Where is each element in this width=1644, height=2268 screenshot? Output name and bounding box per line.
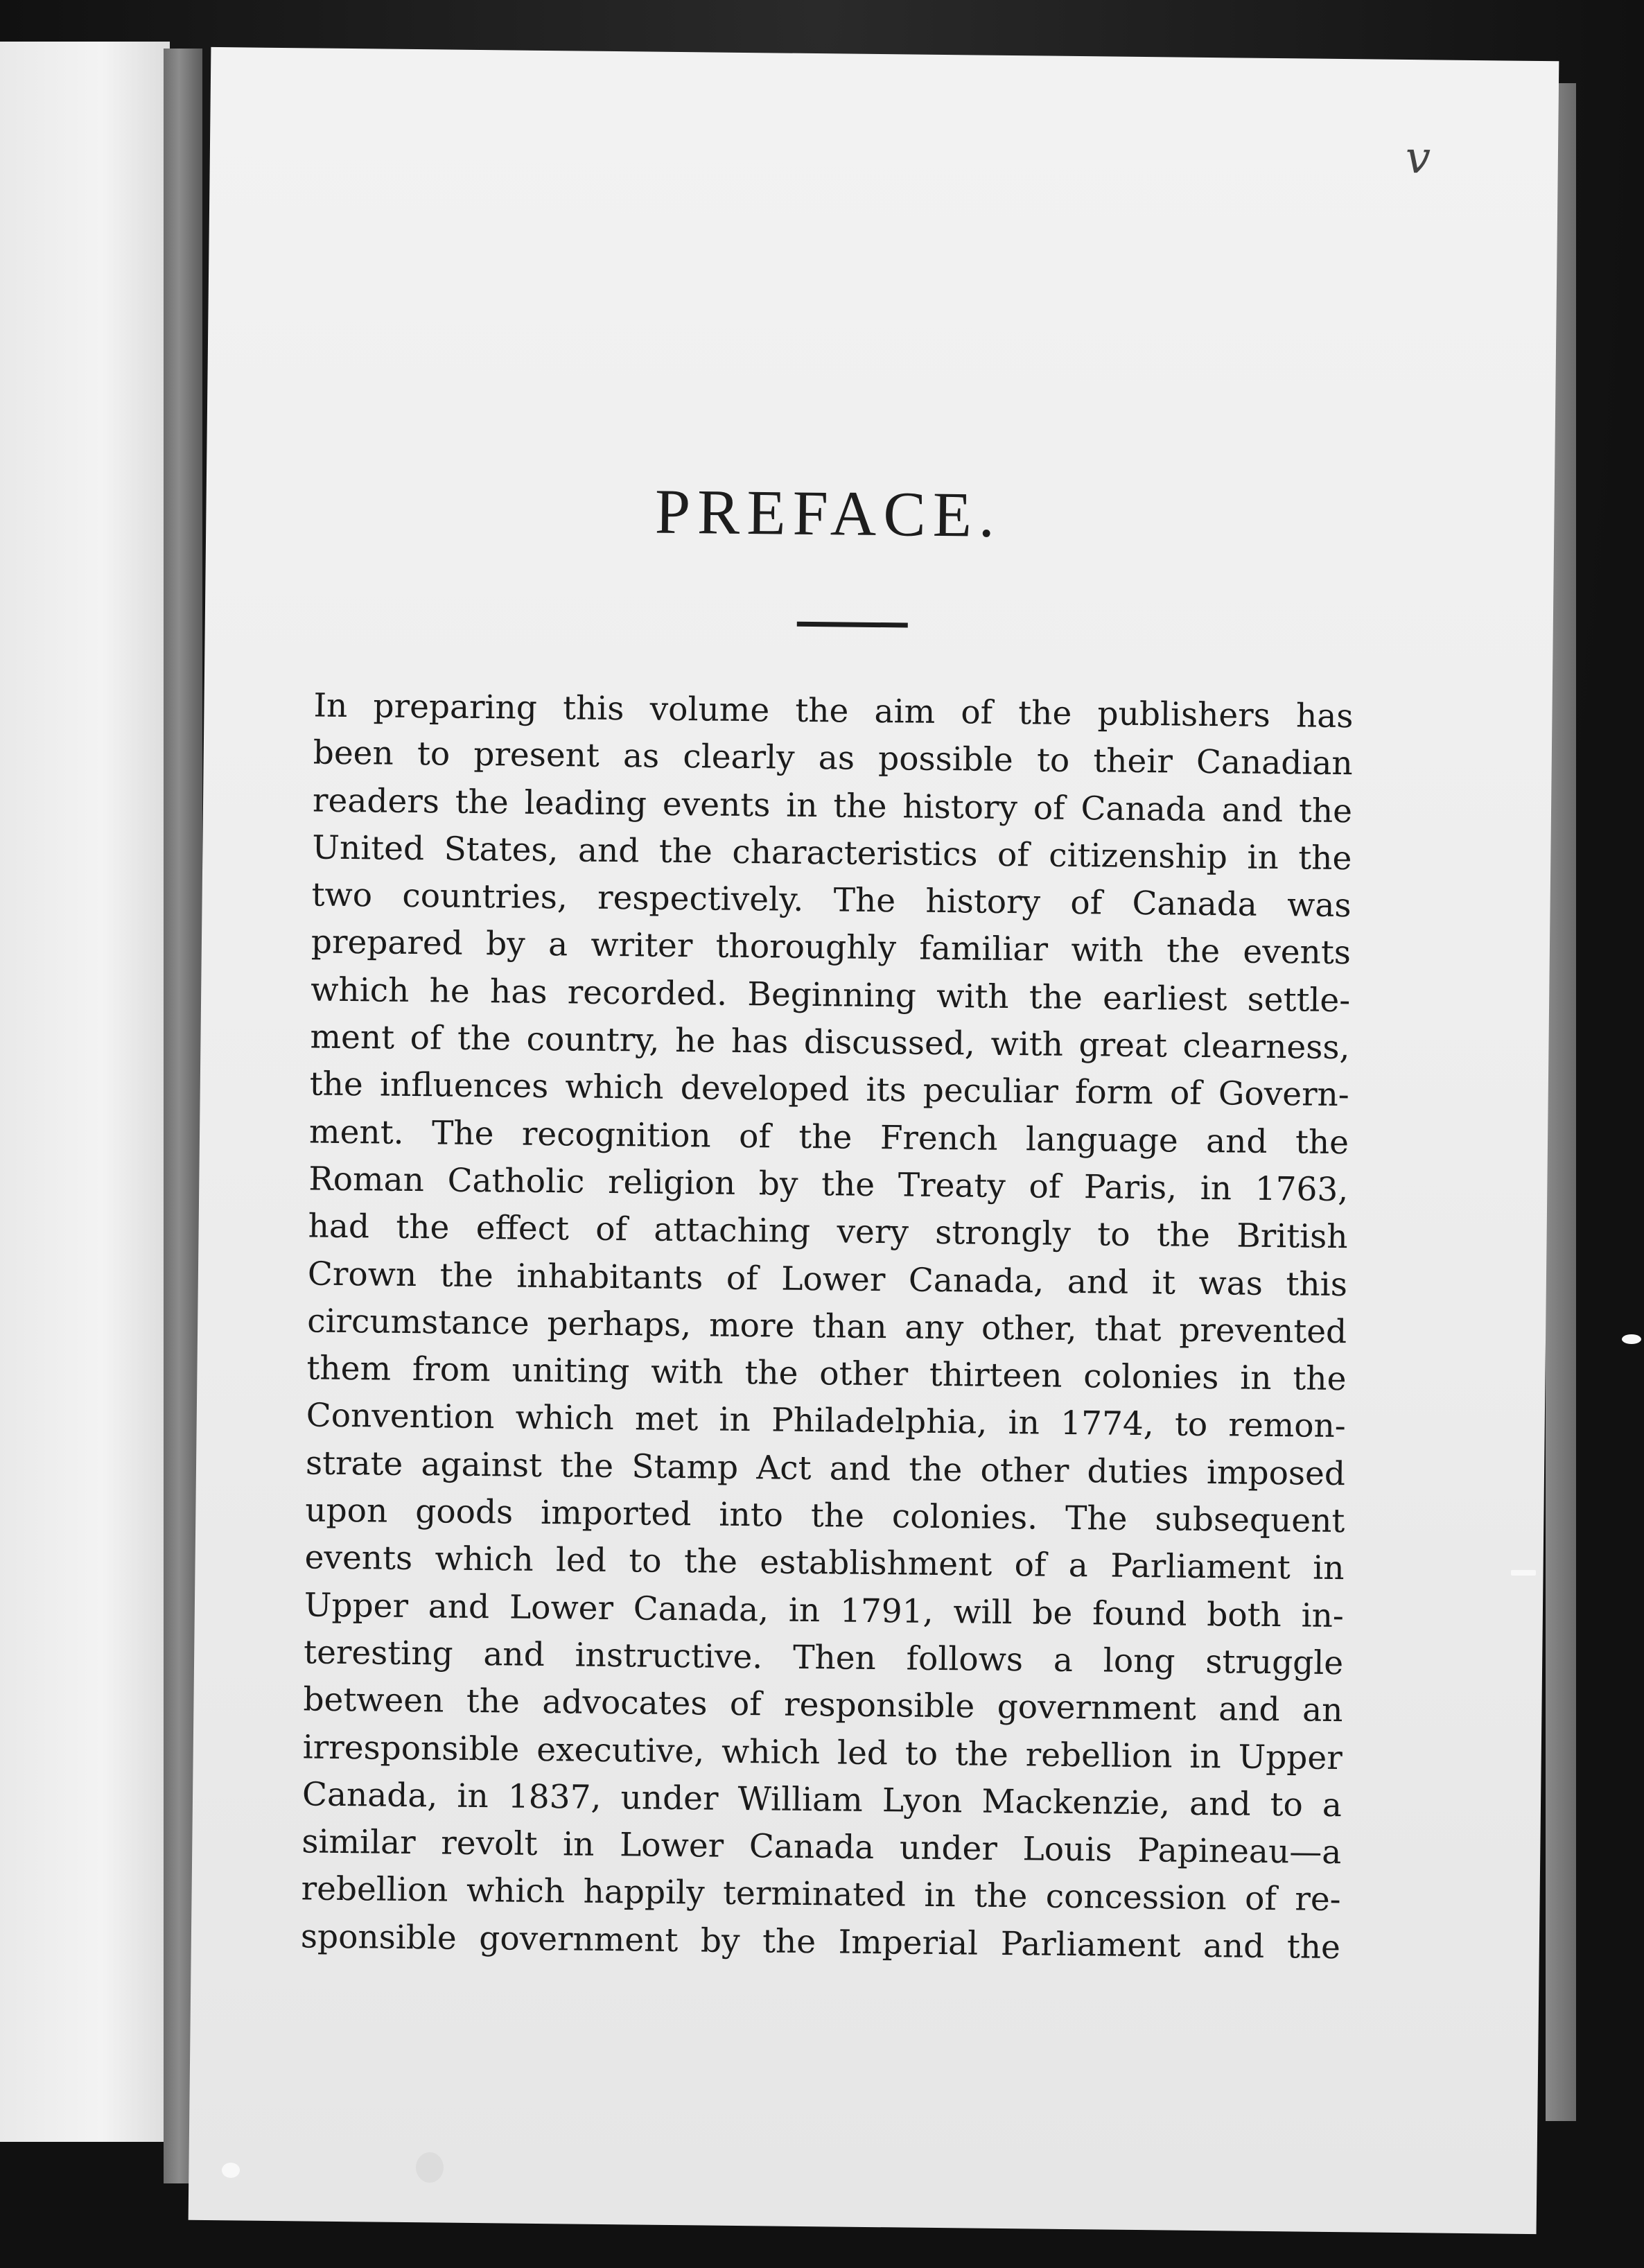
text-line: ment. The recognition of the French language and the xyxy=(308,1113,1349,1162)
text-line: events which led to the establishment of a Parliament in xyxy=(304,1538,1345,1588)
preface-body xyxy=(301,683,1354,1972)
text-line: strate against the Stamp Act and the other duties imposed xyxy=(305,1444,1346,1493)
dust-speck xyxy=(1511,1570,1536,1576)
text-line: two countries, respectively. The history of Canada was xyxy=(311,875,1352,925)
facing-page-edge xyxy=(0,42,170,2142)
dust-speck xyxy=(416,2152,444,2183)
text-line: between the advocates of responsible government and an xyxy=(303,1680,1343,1730)
page-title: PREFACE. xyxy=(654,476,1002,550)
text-line: similar revolt in Lower Canada under Louis Papineau—a xyxy=(301,1822,1342,1872)
text-line: United States, and the characteristics of citizenship in the xyxy=(312,828,1352,878)
text-line: Upper and Lower Canada, in 1791, will be found both in- xyxy=(304,1586,1345,1635)
text-line: Roman Catholic religion by the Treaty of Paris, in 1763, xyxy=(308,1160,1349,1210)
text-line: sponsible government by the Imperial Parliament and the xyxy=(300,1917,1341,1966)
text-line: ment of the country, he has discussed, with great clearness, xyxy=(310,1018,1350,1067)
text-line: had the effect of attaching very strongly to the British xyxy=(308,1207,1348,1257)
text-line: prepared by a writer thoroughly familiar with the events xyxy=(311,923,1352,972)
text-line: irresponsible executive, which led to the rebellion in Upper xyxy=(302,1727,1343,1777)
text-line: upon goods imported into the colonies. The subsequent xyxy=(305,1491,1345,1541)
text-line: teresting and instructive. Then follows a long struggle xyxy=(303,1633,1344,1683)
text-line: the influences which developed its peculiar form of Govern- xyxy=(309,1065,1350,1115)
book-page xyxy=(189,47,1559,2234)
text-line: Canada, in 1837, under William Lyon Mackenzie, and to a xyxy=(301,1775,1343,1824)
text-line: which he has recorded. Beginning with the earliest settle- xyxy=(310,970,1351,1020)
text-line: been to present as clearly as possible to their Canadian xyxy=(313,733,1354,783)
margin-mark: v xyxy=(1405,132,1431,184)
text-line: Crown the inhabitants of Lower Canada, and it was this xyxy=(307,1255,1348,1304)
text-line: them from uniting with the other thirteen colonies in the xyxy=(306,1349,1347,1399)
dust-speck xyxy=(222,2163,240,2178)
text-line: In preparing this volume the aim of the publishers has xyxy=(313,686,1354,736)
title-rule xyxy=(797,622,908,628)
text-line: Convention which met in Philadelphia, in 1774, to remon- xyxy=(306,1396,1347,1446)
text-line: circumstance perhaps, more than any other, that prevented xyxy=(306,1302,1347,1352)
text-line: readers the leading events in the history of Canada and the xyxy=(312,781,1353,830)
dust-speck xyxy=(1622,1334,1641,1344)
text-line: rebellion which happily terminated in the concession of re- xyxy=(301,1869,1341,1919)
